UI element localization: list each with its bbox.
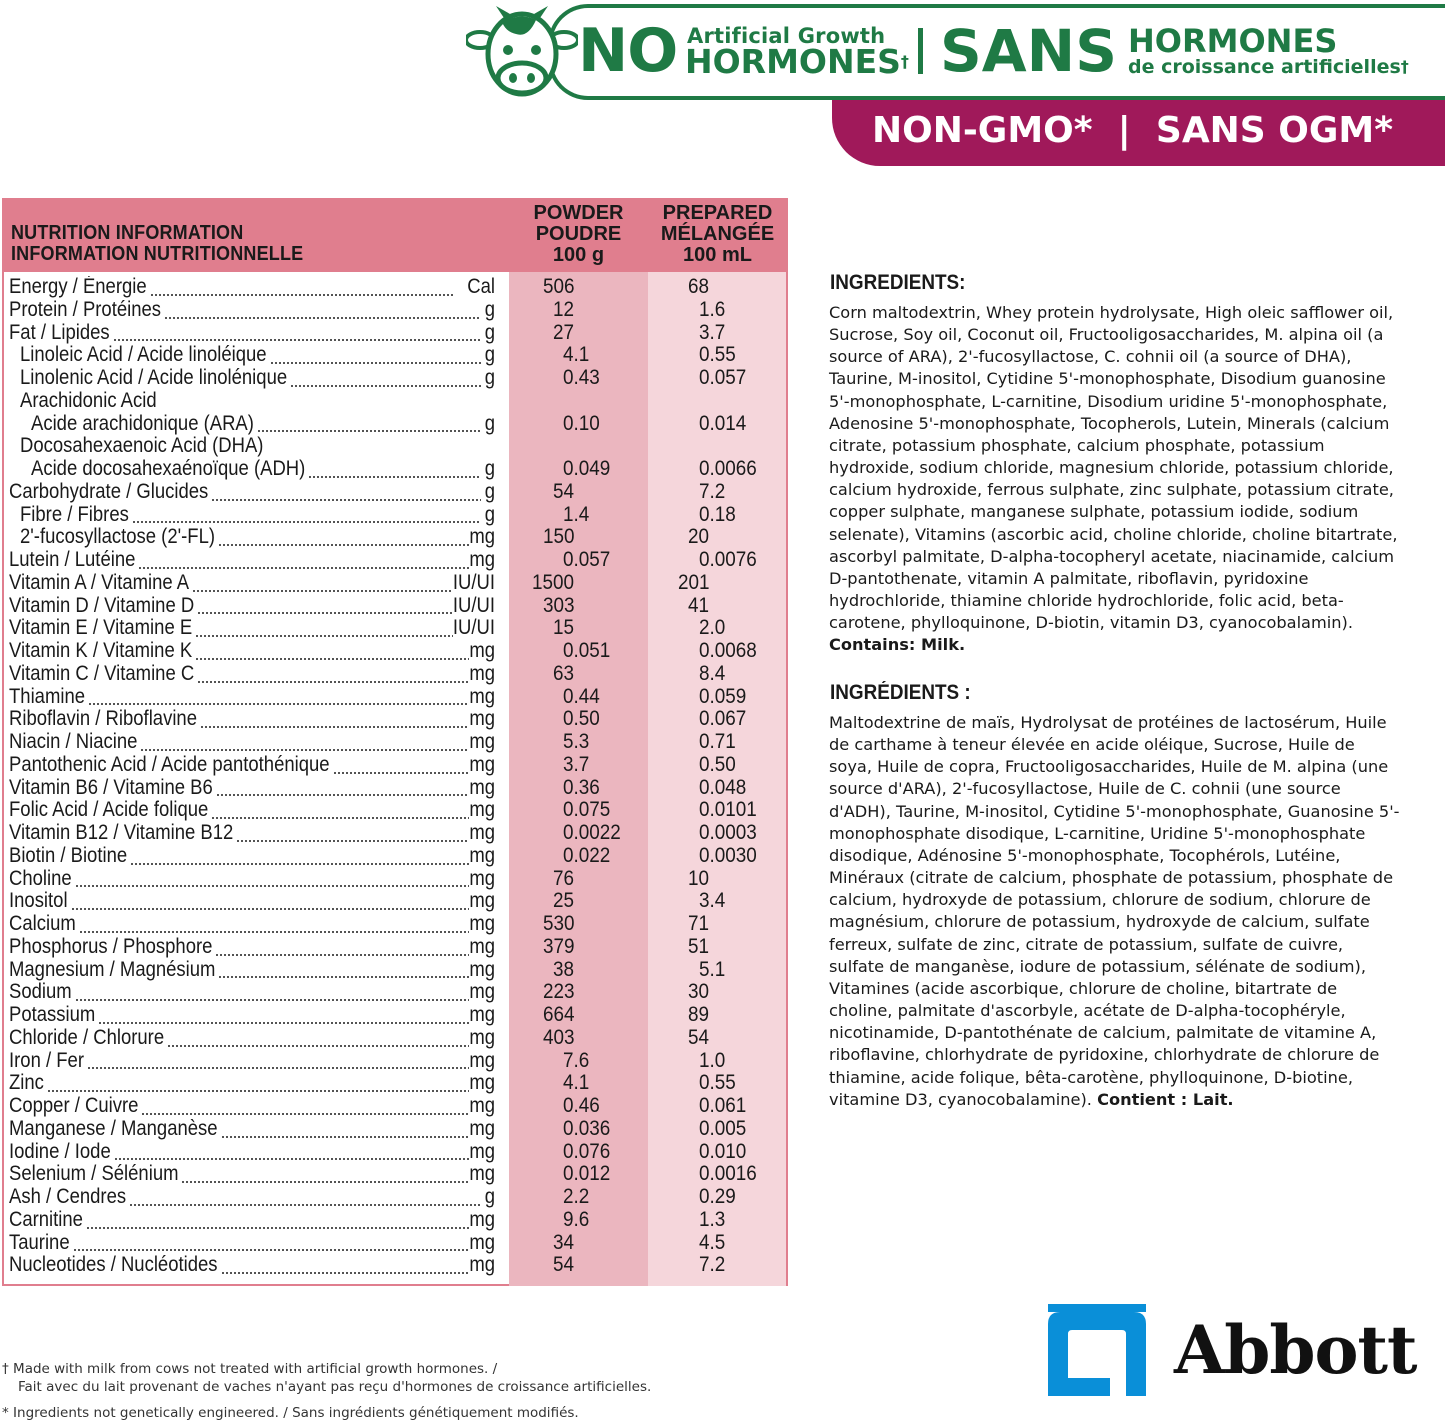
dot-leader — [192, 590, 453, 592]
prepared-value: 3.4 — [699, 889, 726, 913]
nutrient-name: Carnitine — [9, 1208, 83, 1231]
nutrient-unit: mg — [469, 1094, 495, 1117]
prepared-header — [648, 203, 787, 266]
nutrient-row — [4, 1141, 786, 1164]
powder-value: 54 — [553, 479, 575, 503]
dot-leader — [150, 294, 453, 296]
powder-header-en: POWDER — [533, 202, 624, 224]
prepared-value: 89 — [688, 1003, 710, 1026]
prepared-value: 0.0076 — [699, 548, 757, 571]
dot-leader — [114, 1158, 469, 1160]
powder-value: 4.1 — [563, 343, 590, 367]
cow-icon — [466, 4, 578, 104]
powder-value: 0.0022 — [563, 821, 621, 844]
prepared-value: 0.014 — [699, 411, 747, 435]
dot-leader — [216, 794, 469, 796]
ingredients-fr-text: Maltodextrine de maïs, Hydrolysat de protéines de lactosérum, Huile de carthame à teneur élevée en acide oléique, Sucrose, Huile de soya, Huile de copra, Fructooligosaccharides, Huile de M. alpina (une source d'ARA), 2'-fucosyllactose, Huile de C. cohnii (une source d'ADH), Taurine, M-inositol, Cytidine 5'-monophosphate, Guanosine 5'-monophosphate disodique, L-carnitine, Uridine 5'-monophosphate disodique, Adénosine 5'-monophosphate, Tocophérols, Lutéine, Minéraux (citrate de calcium, phosphate de potassium, phosphate de calcium, hydroxyde de potassium, chlorure de sodium, chlorure de magnésium, chlorure de potassium, hydroxyde de calcium, sulfate ferreux, sulfate de zinc, citrate de potassium, sulfate de cuivre, sulfate de manganèse, iodure de potassium, sélénate de sodium), Vitamines (acide ascorbique, chlorure de choline, bitartrate de choline, palmitate d'ascorbyle, acétate de D-alpha-tocophéryle, nicotinamide, D-pantothénate de calcium, palmitate de vitamine A, riboflavine, chlorhydrate de pyridoxine, chlorhydrate de chlorure de thiamine, acide folique, bêta-carotène, phylloquinone, D-biotine, vitamine D3, cyanocobalamine). Contient : Lait. — [829, 713, 1400, 1109]
abbott-wordmark: Abbott — [1174, 1311, 1417, 1389]
powder-value: 38 — [553, 957, 575, 981]
ingredients-fr-contains: Contient : Lait. — [1097, 1089, 1234, 1109]
footnote-hormones-fr: Fait avec du lait provenant de vaches n'ayant pas reçu d'hormones de croissance artificielles. — [18, 1379, 652, 1395]
powder-value: 664 — [543, 1003, 575, 1026]
dot-leader — [75, 885, 469, 887]
nutrient-name: Protein / Protéines — [9, 298, 162, 321]
nutrient-name: Iron / Fer — [9, 1049, 84, 1072]
powder-value: 0.049 — [563, 457, 611, 480]
sans-subtitle-1: HORMONES — [1128, 22, 1338, 60]
prepared-value: 7.2 — [699, 479, 726, 503]
nutrient-row — [4, 322, 786, 345]
powder-value: 1500 — [532, 570, 575, 594]
nutrient-unit: g — [484, 366, 495, 389]
nutrient-name: Choline — [9, 867, 72, 890]
nutrient-unit: g — [484, 343, 495, 367]
nutrient-unit: Cal — [467, 275, 495, 298]
powder-value: 403 — [543, 1025, 575, 1049]
dot-leader — [113, 339, 481, 341]
dot-leader — [87, 1067, 469, 1069]
nutrient-name: Niacin / Niacine — [9, 731, 138, 753]
prepared-value: 20 — [688, 525, 710, 549]
prepared-value: 0.048 — [699, 775, 747, 799]
nutrient-unit: mg — [469, 752, 495, 776]
nutrient-name: Linoleic Acid / Acide linoléique — [20, 344, 267, 367]
powder-value: 150 — [543, 525, 575, 549]
dot-leader — [195, 658, 469, 660]
powder-value: 15 — [553, 616, 575, 640]
nutrient-row — [4, 754, 786, 777]
powder-value: 4.1 — [563, 1071, 590, 1095]
dot-leader — [141, 1113, 469, 1115]
footnote-gmo: * Ingredients not genetically engineered. / Sans ingrédients génétiquement modifiés. — [2, 1405, 579, 1421]
nutrient-row — [4, 822, 786, 845]
prepared-value: 68 — [688, 275, 710, 298]
nutrient-row — [4, 1004, 786, 1027]
dot-leader — [167, 1045, 469, 1047]
prepared-value: 0.059 — [699, 684, 747, 708]
nutrient-row — [4, 1095, 786, 1118]
nutrient-unit: mg — [469, 1139, 495, 1163]
dot-leader — [79, 931, 469, 933]
nutrient-unit: mg — [469, 1071, 495, 1095]
powder-value: 25 — [553, 889, 575, 913]
prepared-value: 0.010 — [699, 1139, 747, 1163]
nutrient-row — [4, 1186, 786, 1209]
abbott-logo-icon — [1040, 1304, 1154, 1396]
nutrient-name: Vitamin C / Vitamine C — [9, 662, 195, 685]
nutrient-name: Fibre / Fibres — [20, 503, 129, 526]
powder-value: 3.7 — [563, 752, 590, 776]
nutrient-row — [4, 390, 786, 413]
nutrient-row — [4, 913, 786, 936]
dot-leader — [211, 499, 481, 501]
prepared-header-en: PREPARED — [662, 202, 773, 224]
prepared-value: 0.0016 — [699, 1162, 757, 1186]
prepared-value: 0.0068 — [699, 639, 757, 662]
nutrient-row — [4, 799, 786, 822]
nutrient-row — [4, 458, 786, 481]
nutrient-name: Phosphorus / Phosphore — [9, 935, 213, 958]
dot-leader — [181, 1181, 469, 1183]
nutrient-name: Ash / Cendres — [9, 1186, 127, 1208]
ingredients-en-text: Corn maltodextrin, Whey protein hydrolysate, High oleic safflower oil, Sucrose, Soy oil, Coconut oil, Fructooligosaccharides, M. alpina oil (a source of ARA), 2'-fucosyllactose, C. cohnii oil (a source of DHA), Taurine, M-inositol, Cytidine 5'-monophosphate, Disodium guanosine 5'-monophosphate, L-carnitine, Disodium uridine 5'-monophosphate, Adenosine 5'-monophosphate, Tocopherols, Lutein, Minerals (calcium citrate, potassium phosphate, calcium phosphate, potassium hydroxide, sodium chloride, magnesium chloride, potassium chloride, calcium hydroxide, ferrous sulphate, zinc sulphate, potassium citrate, copper sulphate, manganese sulphate, potassium iodide, sodium selenate), Vitamins (ascorbic acid, choline chloride, choline bitartrate, ascorbyl palmitate, D-alpha-tocopheryl acetate, niacinamide, calcium D-pantothenate, vitamin A palmitate, riboflavin, pyridoxine hydrochloride, thiamine chloride hydrochloride, folic acid, beta-carotene, phylloquinone, D-biotin, vitamin D3, cyanocobalamin). Contains: Milk. — [829, 303, 1398, 655]
dot-leader — [132, 521, 481, 523]
prepared-value: 4.5 — [699, 1230, 726, 1254]
nutrient-label — [9, 390, 497, 412]
nutrient-name: Acide arachidonique (ARA) — [31, 412, 254, 435]
nutrient-row — [4, 435, 786, 458]
nutrient-unit: mg — [469, 866, 495, 890]
prepared-value: 0.55 — [699, 343, 736, 367]
nutrient-name: Linolenic Acid / Acide linolénique — [20, 367, 288, 389]
nutrient-unit: mg — [469, 525, 495, 549]
nutrient-row — [4, 1118, 786, 1141]
nutrient-row — [4, 595, 786, 618]
prepared-value: 71 — [688, 912, 710, 935]
powder-value: 12 — [553, 297, 575, 321]
powder-value: 0.036 — [563, 1116, 611, 1140]
nutrition-table — [2, 198, 788, 1286]
powder-value: 76 — [553, 866, 575, 890]
dot-leader — [218, 976, 469, 978]
prepared-value: 2.0 — [699, 616, 726, 640]
nutrient-row — [4, 1072, 786, 1095]
nutrient-unit: mg — [469, 730, 495, 753]
powder-value: 0.46 — [563, 1094, 600, 1117]
nutrient-name: Folic Acid / Acide folique — [9, 799, 209, 822]
nutrient-name: Inositol — [9, 890, 68, 913]
nutrient-unit: g — [484, 1185, 495, 1208]
nutrient-row — [4, 413, 786, 436]
prepared-value: 1.3 — [699, 1207, 726, 1231]
prepared-value: 3.7 — [699, 320, 726, 344]
nutrient-row — [4, 868, 786, 891]
prepared-value: 8.4 — [699, 661, 726, 685]
nutrient-label — [9, 435, 497, 457]
dot-leader — [308, 476, 481, 478]
nutrient-row — [4, 1027, 786, 1050]
powder-header-unit: 100 g — [552, 244, 605, 266]
prepared-value: 0.067 — [699, 707, 747, 731]
nutrient-unit: IU/UI — [452, 593, 495, 617]
banner-divider — [918, 28, 923, 74]
prepared-value: 201 — [678, 570, 710, 594]
nutrient-unit: mg — [469, 639, 495, 662]
prepared-header-unit: 100 mL — [683, 244, 752, 266]
nutrient-row — [4, 845, 786, 868]
no-heading: NO — [578, 16, 678, 86]
prepared-value: 7.2 — [699, 1253, 726, 1277]
nutrient-name: Lutein / Lutéine — [9, 549, 136, 571]
prepared-value: 0.50 — [699, 752, 736, 776]
nutrient-name: Calcium — [9, 913, 76, 935]
nutrient-name: Chloride / Chlorure — [9, 1026, 165, 1049]
no-subtitle-2: HORMONES† — [685, 42, 909, 81]
prepared-value: 41 — [688, 593, 710, 617]
nutrient-unit: mg — [469, 775, 495, 799]
prepared-value: 0.0066 — [699, 457, 757, 480]
dot-leader — [200, 726, 469, 728]
nutrient-unit: mg — [469, 548, 495, 571]
nutrient-name: Riboflavin / Riboflavine — [9, 708, 197, 731]
dot-leader — [138, 567, 469, 569]
dot-leader — [71, 908, 469, 910]
nutrient-unit: mg — [469, 1003, 495, 1026]
powder-header — [509, 203, 648, 266]
footnote-hormones-en: † Made with milk from cows not treated with artificial growth hormones. / — [2, 1361, 498, 1377]
nutrient-name: Sodium — [9, 981, 72, 1004]
nutrient-unit: mg — [469, 980, 495, 1004]
powder-value: 0.076 — [563, 1139, 611, 1163]
dot-leader — [195, 635, 453, 637]
nutrient-row — [4, 504, 786, 527]
nutrient-name: Acide docosahexaénoïque (ADH) — [31, 458, 306, 480]
ingredients-en-title: INGREDIENTS: — [830, 271, 966, 294]
nutrient-name: Taurine — [9, 1231, 70, 1254]
powder-value: 0.057 — [563, 548, 611, 571]
nutrient-name: Vitamin E / Vitamine E — [9, 617, 193, 640]
prepared-value: 0.005 — [699, 1116, 747, 1140]
nutrient-name: Docosahexaenoic Acid (DHA) — [20, 435, 264, 458]
nutrient-row — [4, 299, 786, 322]
dot-leader — [130, 863, 469, 865]
nutrient-row — [4, 367, 786, 390]
nutrient-row — [4, 708, 786, 731]
nutrient-unit: g — [484, 479, 495, 503]
ingredients-fr-title: INGRÉDIENTS : — [830, 681, 971, 704]
nutrient-row — [4, 686, 786, 709]
nutrient-name: Nucleotides / Nucléotides — [9, 1254, 218, 1277]
nutrition-title — [11, 223, 303, 265]
no-subtitle-1: Artificial Growth — [687, 24, 886, 48]
dot-leader — [236, 840, 469, 842]
nutrient-row — [4, 936, 786, 959]
prepared-value: 0.061 — [699, 1094, 747, 1117]
nutrient-name: Zinc — [9, 1072, 44, 1095]
nutrient-name: Vitamin B12 / Vitamine B12 — [9, 822, 234, 844]
sans-subtitle-2: de croissance artificielles† — [1128, 56, 1409, 78]
dot-leader — [88, 703, 469, 705]
nutrient-name: Vitamin B6 / Vitamine B6 — [9, 776, 213, 799]
dot-leader — [333, 772, 469, 774]
nutrient-name: Iodine / Iode — [9, 1140, 111, 1163]
nutrient-row — [4, 1050, 786, 1073]
nutrient-name: Thiamine — [9, 685, 86, 708]
nutrient-unit: mg — [469, 1162, 495, 1186]
prepared-value: 5.1 — [699, 957, 726, 981]
nutrient-row — [4, 276, 786, 299]
dot-leader — [197, 612, 453, 614]
powder-value: 379 — [543, 934, 575, 958]
nutrient-row — [4, 981, 786, 1004]
powder-value: 5.3 — [563, 730, 590, 753]
dot-leader — [221, 1136, 469, 1138]
nutrient-unit: g — [484, 297, 495, 321]
powder-value: 0.50 — [563, 707, 600, 731]
nutrient-name: Potassium — [9, 1004, 96, 1026]
powder-value: 54 — [553, 1253, 575, 1277]
nutrient-name: Fat / Lipides — [9, 321, 110, 344]
powder-value: 223 — [543, 980, 575, 1004]
dot-leader — [215, 954, 469, 956]
nutrient-row — [4, 549, 786, 572]
nutrient-row — [4, 663, 786, 686]
nutrient-unit: mg — [469, 1230, 495, 1254]
nutrient-unit: mg — [469, 707, 495, 731]
powder-value: 27 — [553, 320, 575, 344]
prepared-value: 30 — [688, 980, 710, 1004]
dot-leader — [86, 1227, 469, 1229]
ingredients-en-contains: Contains: Milk. — [829, 635, 966, 655]
prepared-header-fr: MÉLANGÉE — [660, 223, 775, 245]
prepared-value: 0.0030 — [699, 843, 757, 867]
powder-value: 0.022 — [563, 843, 611, 867]
nutrition-title-fr: INFORMATION NUTRITIONNELLE — [11, 243, 304, 265]
nutrient-rows — [4, 276, 786, 1277]
prepared-value: 0.0101 — [699, 798, 757, 822]
nutrient-name: Manganese / Manganèse — [9, 1117, 218, 1140]
nutrient-name: Vitamin D / Vitamine D — [9, 594, 195, 617]
prepared-value: 0.18 — [699, 502, 736, 526]
nutrient-row — [4, 1163, 786, 1186]
dagger-mark-fr: † — [1400, 57, 1409, 76]
nutrient-unit: mg — [469, 843, 495, 867]
nutrient-unit: mg — [469, 934, 495, 958]
nutrient-row — [4, 344, 786, 367]
nutrient-row — [4, 731, 786, 754]
nutrient-unit: mg — [469, 912, 495, 935]
nutrient-row — [4, 777, 786, 800]
dot-leader — [98, 1022, 469, 1024]
prepared-value: 1.0 — [699, 1048, 726, 1072]
nutrient-unit: mg — [469, 661, 495, 685]
nutrient-unit: mg — [469, 821, 495, 844]
nutrient-unit: mg — [469, 798, 495, 822]
nutrient-unit: mg — [469, 1116, 495, 1140]
nongmo-text: NON-GMO* | SANS OGM* — [872, 110, 1394, 151]
prepared-value: 54 — [688, 1025, 710, 1049]
nutrient-unit: g — [484, 457, 495, 480]
dot-leader — [75, 999, 469, 1001]
nutrient-name: Magnesium / Magnésium — [9, 958, 216, 981]
dot-leader — [257, 430, 481, 432]
dot-leader — [221, 1272, 469, 1274]
sans-heading: SANS — [940, 17, 1117, 85]
nutrient-row — [4, 1209, 786, 1232]
powder-value: 0.36 — [563, 775, 600, 799]
dot-leader — [211, 817, 469, 819]
nutrient-name: Selenium / Sélénium — [9, 1163, 179, 1186]
prepared-value: 10 — [688, 866, 710, 890]
powder-value: 7.6 — [563, 1048, 590, 1072]
nutrient-row — [4, 959, 786, 982]
nutrient-row — [4, 1254, 786, 1277]
nutrient-row — [4, 526, 786, 549]
dot-leader — [270, 362, 481, 364]
dot-leader — [129, 1204, 481, 1206]
nutrient-name: Pantothenic Acid / Acide pantothénique — [9, 753, 330, 776]
powder-value: 0.44 — [563, 684, 600, 708]
powder-value: 530 — [543, 912, 575, 935]
nutrient-row — [4, 572, 786, 595]
nutrient-name: Arachidonic Acid — [20, 389, 157, 412]
nutrition-title-en: NUTRITION INFORMATION — [11, 222, 244, 244]
nutrient-name: Energy / Énergie — [9, 276, 147, 298]
nutrient-row — [4, 890, 786, 913]
powder-value: 0.43 — [563, 366, 600, 389]
nutrient-unit: IU/UI — [452, 616, 495, 640]
nutrient-name: Carbohydrate / Glucides — [9, 480, 209, 503]
dot-leader — [73, 1249, 469, 1251]
powder-value: 9.6 — [563, 1207, 590, 1231]
nutrient-unit: mg — [469, 1025, 495, 1049]
powder-value: 1.4 — [563, 502, 590, 526]
dagger-mark: † — [900, 52, 909, 71]
powder-value: 63 — [553, 661, 575, 685]
nutrient-name: Vitamin A / Vitamine A — [9, 571, 190, 594]
powder-header-fr: POUDRE — [535, 223, 622, 245]
powder-value: 0.051 — [563, 639, 611, 662]
nutrient-name: Biotin / Biotine — [9, 844, 128, 867]
nutrient-row — [4, 617, 786, 640]
nutrient-unit: mg — [469, 684, 495, 708]
dot-leader — [140, 749, 469, 751]
nutrient-unit: g — [484, 502, 495, 526]
prepared-value: 0.71 — [699, 730, 736, 753]
nutrient-unit: mg — [469, 889, 495, 913]
prepared-value: 0.0003 — [699, 821, 757, 844]
nutrient-unit: mg — [469, 1253, 495, 1277]
nutrient-unit: g — [484, 320, 495, 344]
nutrient-unit: mg — [469, 957, 495, 981]
powder-value: 0.10 — [563, 411, 600, 435]
nutrient-row — [4, 640, 786, 663]
dot-leader — [164, 317, 481, 319]
dot-leader — [218, 544, 469, 546]
prepared-value: 1.6 — [699, 297, 726, 321]
nutrient-unit: mg — [469, 1048, 495, 1072]
powder-value: 506 — [543, 275, 575, 298]
powder-value: 303 — [543, 593, 575, 617]
nutrient-name: Vitamin K / Vitamine K — [9, 640, 193, 662]
powder-value: 0.075 — [563, 798, 611, 822]
nutrient-unit: mg — [469, 1207, 495, 1231]
prepared-value: 0.057 — [699, 366, 747, 389]
dot-leader — [47, 1090, 469, 1092]
prepared-value: 0.29 — [699, 1185, 736, 1208]
nutrient-unit: g — [484, 411, 495, 435]
powder-value: 34 — [553, 1230, 575, 1254]
dot-leader — [197, 681, 469, 683]
nutrient-name: Copper / Cuivre — [9, 1095, 139, 1117]
dot-leader — [290, 385, 481, 387]
nutrient-row — [4, 1232, 786, 1255]
nutrient-unit: IU/UI — [452, 570, 495, 594]
nutrient-row — [4, 481, 786, 504]
powder-value: 2.2 — [563, 1185, 590, 1208]
prepared-value: 0.55 — [699, 1071, 736, 1095]
prepared-value: 51 — [688, 934, 710, 958]
nutrient-name: 2'-fucosyllactose (2'-FL) — [20, 526, 216, 549]
powder-value: 0.012 — [563, 1162, 611, 1186]
